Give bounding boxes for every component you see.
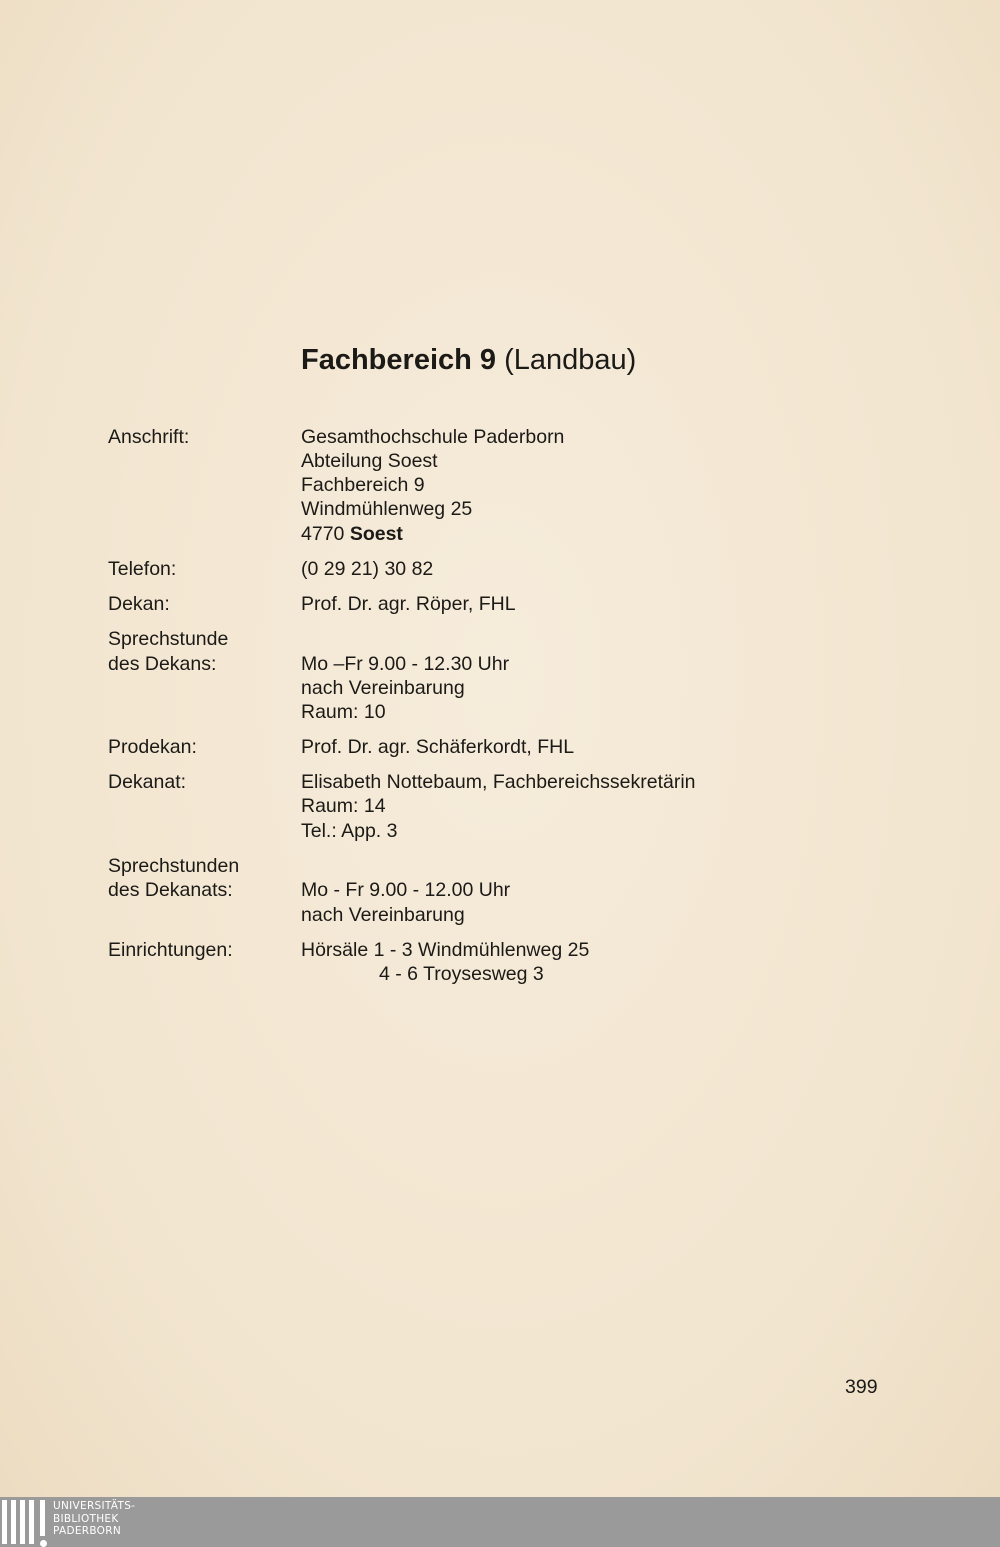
logo-line: PADERBORN — [53, 1525, 121, 1537]
value-dekan: Prof. Dr. agr. Röper, FHL — [301, 593, 516, 615]
library-footer-bar — [0, 1497, 1000, 1547]
sprechstunden-dekanat-line: Mo - Fr 9.00 - 12.00 Uhr — [301, 879, 511, 901]
label-sprechstunde-dekan-2: des Dekans: — [108, 653, 217, 675]
dekanat-line: Tel.: App. 3 — [301, 820, 398, 842]
einrichtungen-line: Hörsäle 1 - 3 Windmühlenweg 25 — [301, 939, 590, 961]
value-prodekan: Prof. Dr. agr. Schäferkordt, FHL — [301, 736, 575, 758]
dekanat-line: Raum: 14 — [301, 795, 386, 817]
page-number: 399 — [845, 1376, 878, 1398]
label-telefon: Telefon: — [108, 558, 177, 580]
value-telefon: (0 29 21) 30 82 — [301, 558, 434, 580]
page-title — [301, 340, 636, 380]
label-dekanat: Dekanat: — [108, 771, 187, 793]
address-line: Gesamthochschule Paderborn — [301, 426, 565, 448]
address-line: Fachbereich 9 — [301, 474, 425, 496]
sprechstunde-dekan-line: Raum: 10 — [301, 701, 386, 723]
label-sprechstunden-dekanat-2: des Dekanats: — [108, 879, 233, 901]
title-rest: (Landbau) — [496, 344, 637, 376]
sprechstunde-dekan-line: nach Vereinbarung — [301, 677, 465, 699]
address-line: Windmühlenweg 25 — [301, 498, 473, 520]
sprechstunde-dekan-line: Mo –Fr 9.00 - 12.30 Uhr — [301, 653, 510, 675]
address-city — [301, 522, 403, 547]
library-logo-text — [53, 1500, 135, 1538]
label-prodekan: Prodekan: — [108, 736, 197, 758]
label-sprechstunden-dekanat-1: Sprechstunden — [108, 855, 240, 877]
postal-code: 4770 — [301, 523, 350, 545]
city-name: Soest — [349, 523, 403, 545]
title-bold: Fachbereich 9 — [301, 344, 497, 376]
library-logo-icon — [2, 1500, 46, 1544]
logo-line: UNIVERSITÄTS- — [53, 1500, 136, 1512]
label-sprechstunde-dekan-1: Sprechstunde — [108, 628, 229, 650]
label-dekan: Dekan: — [108, 593, 170, 615]
sprechstunden-dekanat-line: nach Vereinbarung — [301, 904, 465, 926]
einrichtungen-line: 4 - 6 Troysesweg 3 — [379, 963, 544, 985]
label-anschrift: Anschrift: — [108, 426, 190, 448]
address-line: Abteilung Soest — [301, 450, 438, 472]
logo-line: BIBLIOTHEK — [53, 1512, 119, 1525]
label-einrichtungen: Einrichtungen: — [108, 939, 233, 961]
dekanat-line: Elisabeth Nottebaum, Fachbereichssekretärin — [301, 771, 696, 793]
